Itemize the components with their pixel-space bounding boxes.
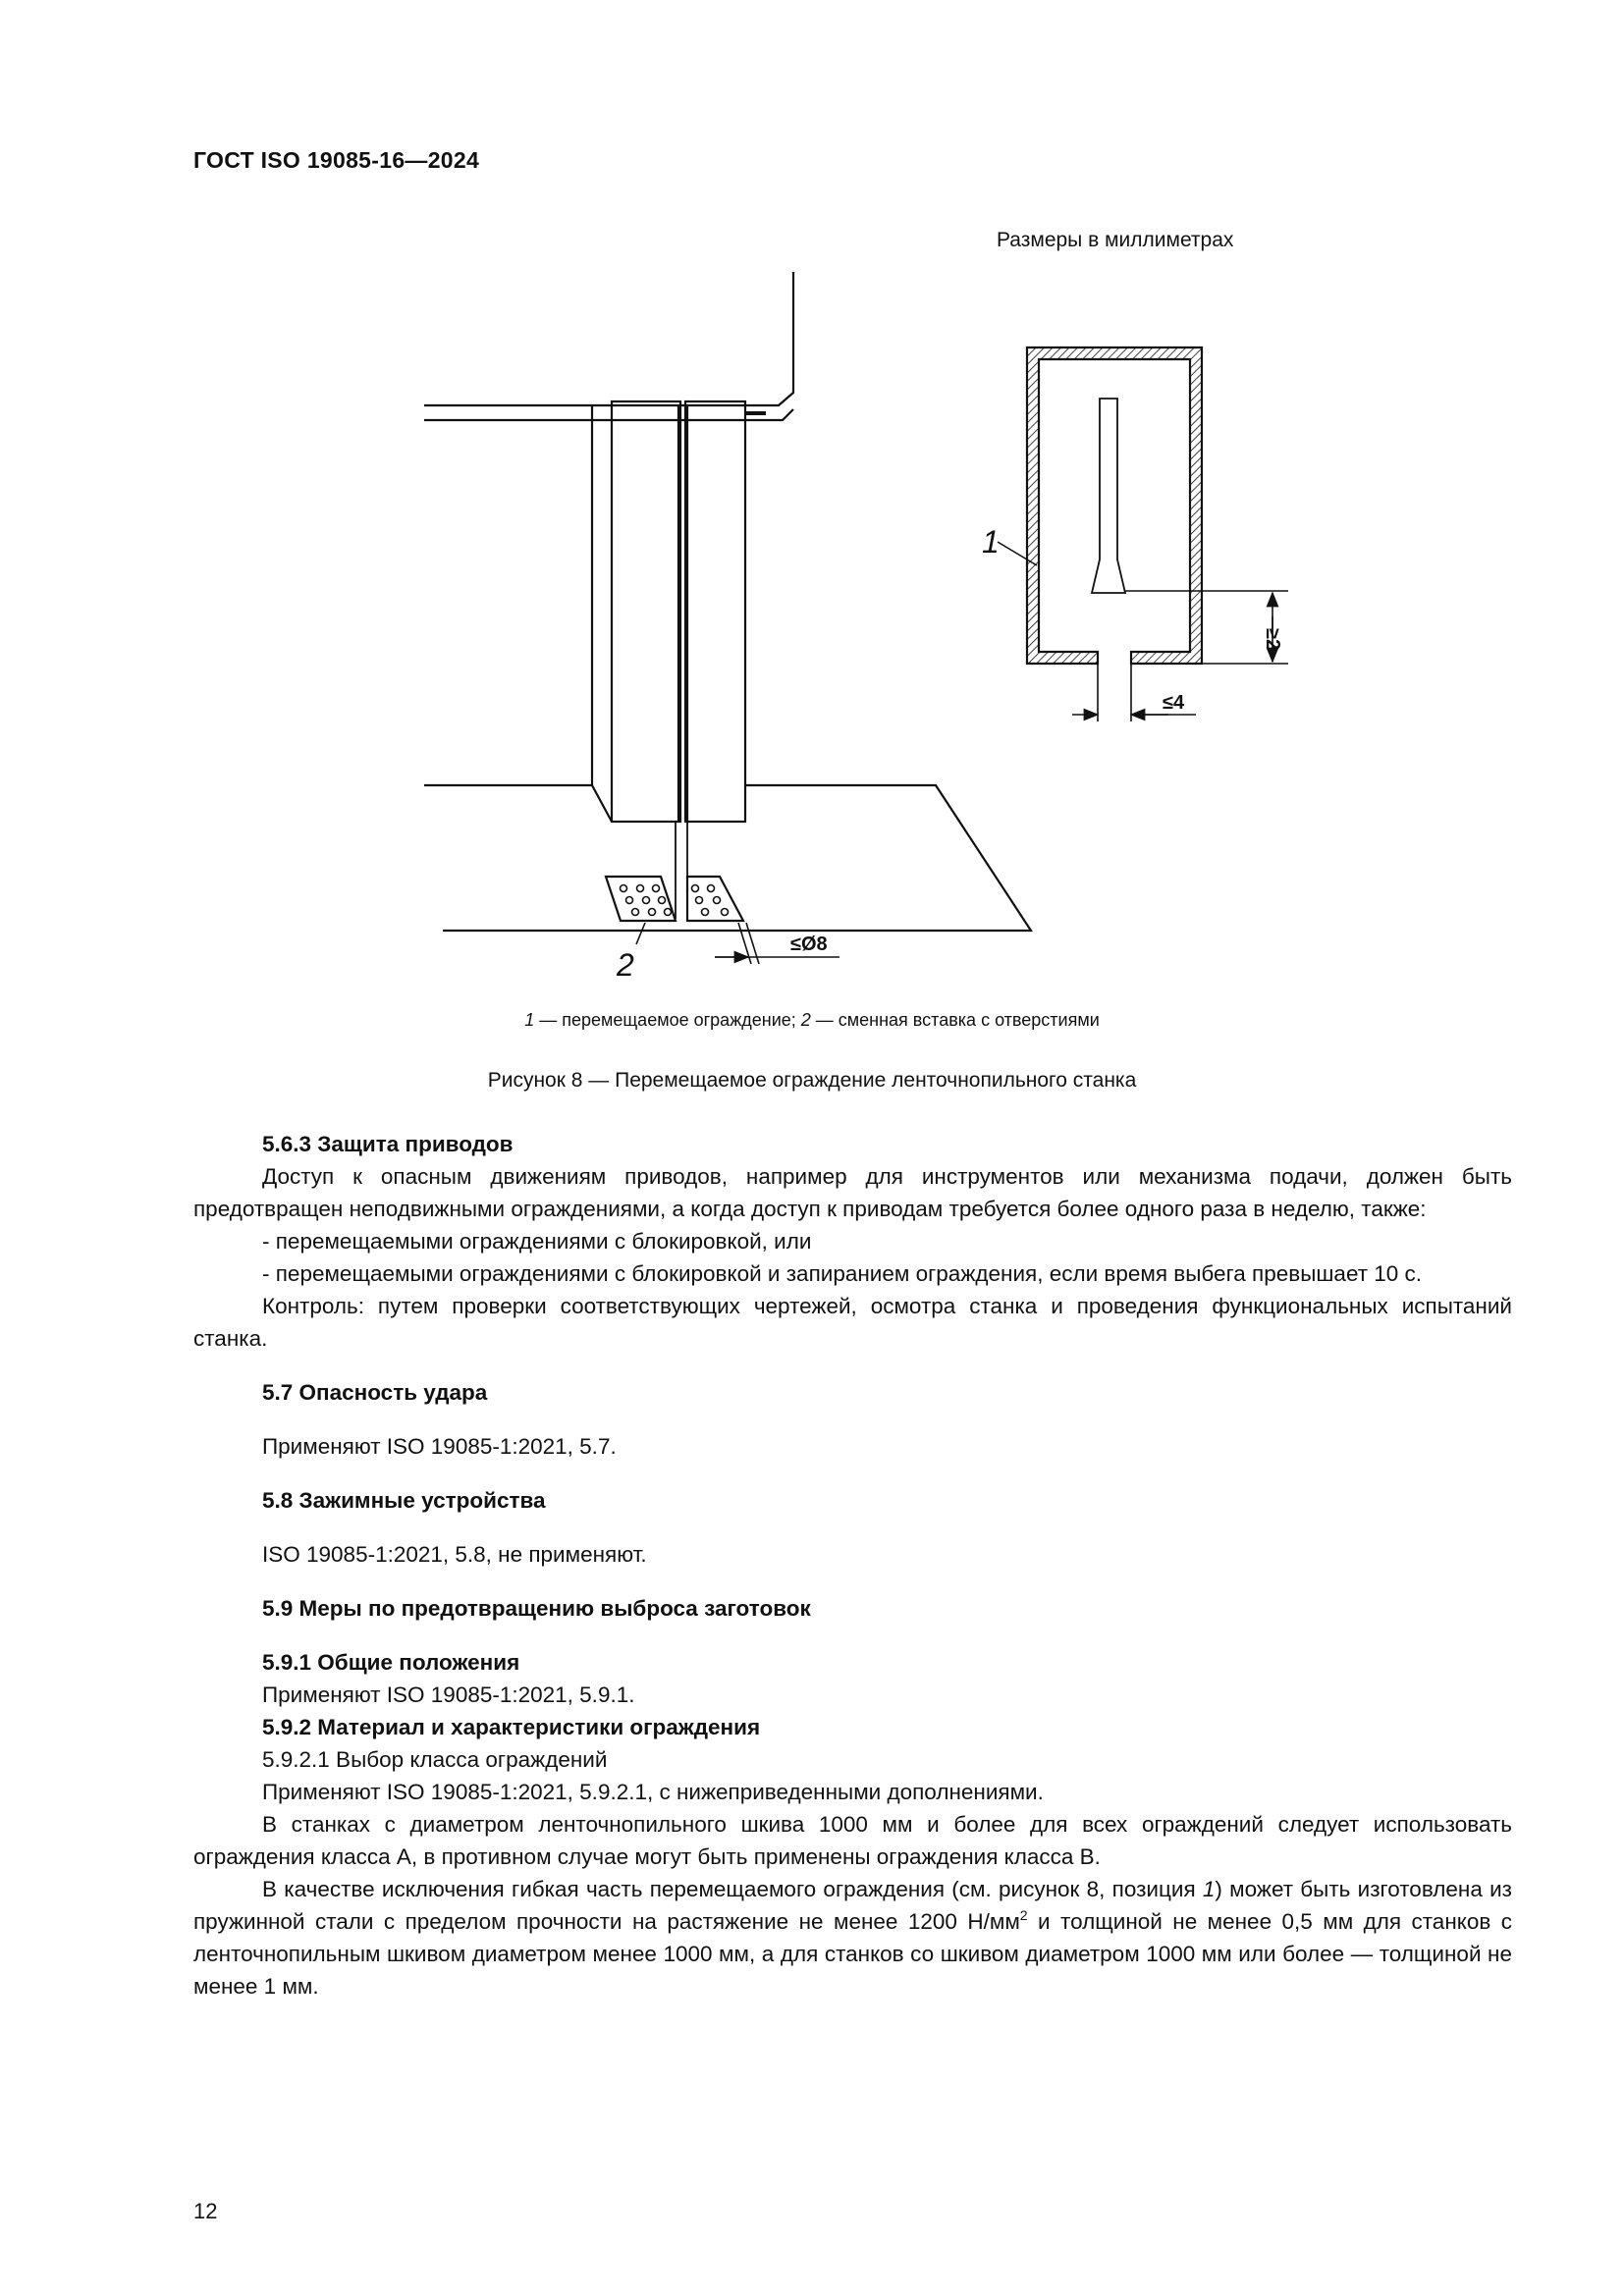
list-item: - перемещаемыми ограждениями с блокировкой, или	[262, 1229, 812, 1254]
heading-5-6-3: 5.6.3 Защита приводов	[262, 1132, 514, 1156]
units-note: Размеры в миллиметрах	[997, 229, 1234, 251]
insert-holes	[621, 885, 729, 916]
paragraph: В качестве исключения гибкая часть перемещаемого ограждения (см. рисунок 8, позиция 1) может быть изготовлена из пружинной стали с пределом прочности на растяжение не менее 1200 $Н/мм^2$ и толщиной не менее 0,5 мм для станков с ленточнопильным шкивом диаметром менее 1000 мм, а для станков со шкивом диаметром 1000 мм или более — толщиной не менее 1 мм.	[193, 1877, 1512, 1999]
machine-frame-outline	[424, 272, 793, 405]
heading-5-7: 5.7 Опасность удара	[262, 1380, 488, 1405]
paragraph: Доступ к опасным движениям приводов, например для инструментов или механизма подачи, должен быть предотвращен неподвижными ограждениями, а когда доступ к приводам требуется более одного раза в неделю, также:	[193, 1164, 1512, 1221]
legend-1-text: — перемещаемое ограждение;	[534, 1010, 801, 1030]
position-ref: 1	[1202, 1877, 1216, 1901]
page-number: 12	[193, 2199, 218, 2223]
subheading-5-9-2-1: 5.9.2.1 Выбор класса ограждений	[262, 1747, 608, 1772]
dim-d8-label: ≤Ø8	[790, 934, 828, 955]
heading-5-9-1: 5.9.1 Общие положения	[262, 1650, 520, 1675]
paragraph: В станках с диаметром ленточнопильного шкива 1000 мм и более для всех ограждений следует использовать ограждения класса А, в противном случае могут быть применены ограждения класса В.	[193, 1812, 1512, 1869]
guard-section-detail	[1027, 347, 1202, 664]
dim-le4-label: ≤4	[1163, 692, 1185, 714]
paragraph: Применяют ISO 19085-1:2021, 5.9.1.	[262, 1682, 635, 1707]
callout-2-leader	[636, 923, 645, 944]
list-item: - перемещаемыми ограждениями с блокировкой и запиранием ограждения, если время выбега превышает 10 с.	[262, 1261, 1423, 1286]
guard-block-left	[612, 401, 680, 822]
legend-2-text: — сменная вставка с отверстиями	[810, 1010, 1100, 1030]
heading-5-9: 5.9 Меры по предотвращению выброса заготовок	[262, 1596, 811, 1621]
superscript: 2	[1019, 1907, 1028, 1923]
machine-table	[424, 785, 1031, 931]
body-text	[193, 1128, 1512, 2002]
guard-block-right	[685, 401, 745, 822]
callout-2: 2	[617, 947, 634, 983]
document-header: ГОСТ ISO 19085-16—2024	[193, 147, 480, 173]
legend-2-number: 2	[800, 1010, 811, 1030]
paragraph: ISO 19085-1:2021, 5.8, не применяют.	[262, 1542, 647, 1567]
callout-1: 1	[982, 524, 1000, 560]
figure-8-drawing	[0, 0, 1624, 991]
heading-5-8: 5.8 Зажимные устройства	[262, 1488, 546, 1513]
heading-5-9-2: 5.9.2 Материал и характеристики ограждения	[262, 1715, 761, 1739]
paragraph: Применяют ISO 19085-1:2021, 5.7.	[262, 1434, 617, 1459]
dim-ge2-label: ≥2	[1262, 628, 1283, 651]
figure-legend	[0, 1010, 1624, 1031]
paragraph: Применяют ISO 19085-1:2021, 5.9.2.1, с нижеприведенными дополнениями.	[262, 1780, 1044, 1804]
figure-caption: Рисунок 8 — Перемещаемое ограждение ленточнопильного станка	[487, 1069, 1137, 1092]
paragraph: Контроль: путем проверки соответствующих чертежей, осмотра станка и проведения функциональных испытаний станка.	[193, 1294, 1512, 1351]
legend-1-number: 1	[524, 1010, 535, 1030]
machine-frame-lower-edge	[424, 409, 793, 420]
